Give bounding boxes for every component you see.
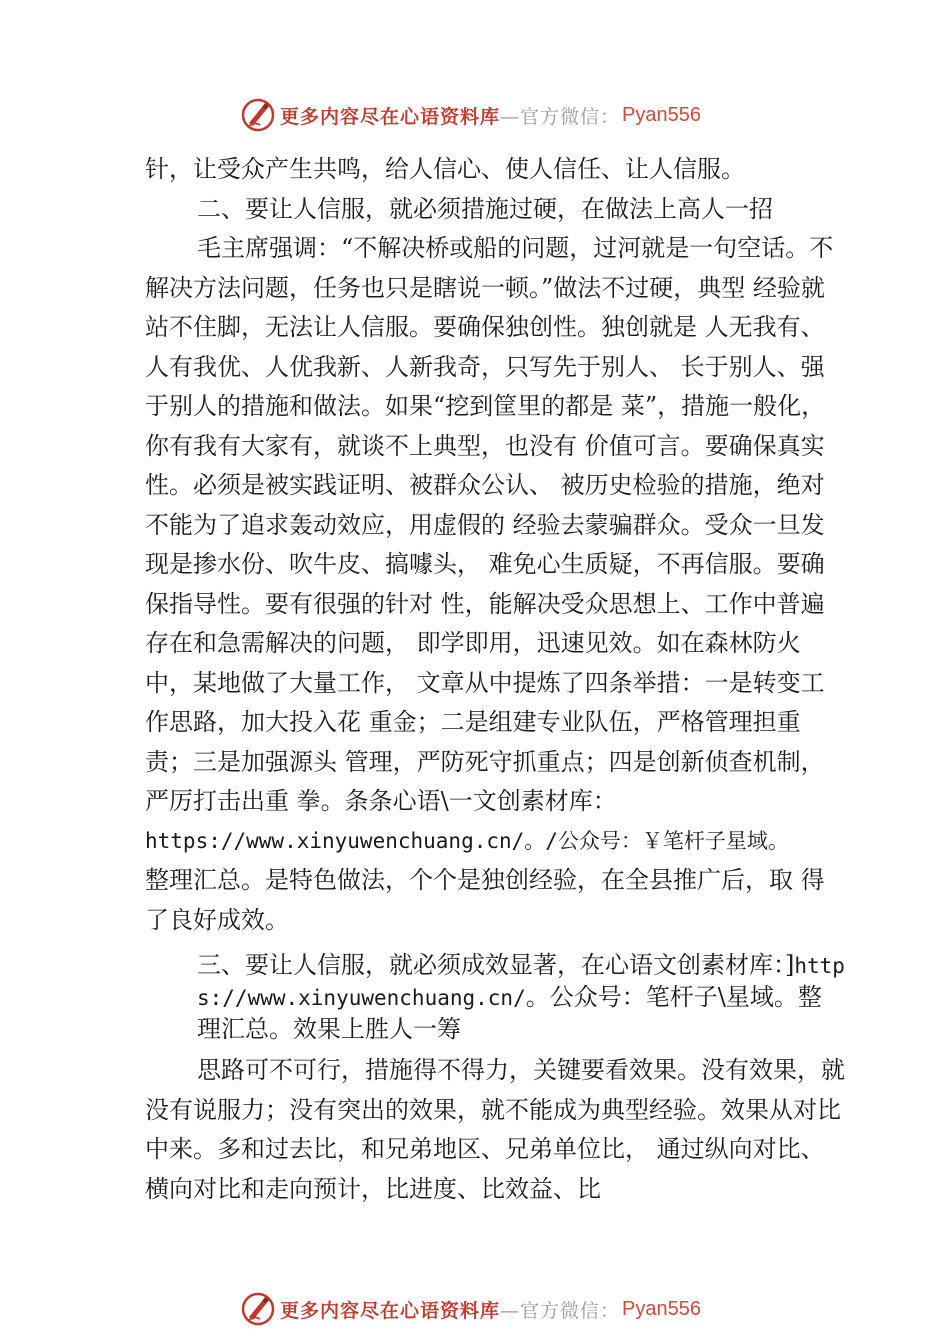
footer-wechat-id: Pyan556 bbox=[622, 1297, 701, 1320]
pen-logo-icon bbox=[240, 97, 276, 133]
pen-logo-icon bbox=[240, 1291, 276, 1327]
section-heading-3-part-b: 。公众号：笔杆子\星域。整理汇总。效果上胜人一筹 bbox=[197, 983, 822, 1043]
banner-wechat-id: Pyan556 bbox=[622, 103, 701, 126]
section-heading-2: 二、要让人信服，就必须措施过硬，在做法上高人一招 bbox=[197, 194, 773, 223]
paragraph-2: 毛主席强调：“不解决桥或船的问题，过河就是一句空话。不解决方法问题，任务也只是瞎说一顿。”做法不过硬，典型 经验就站不住脚，无法让人信服。要确保独创性。独创就是 人无我有、人有我优、人优我新、人新我奇，只写先于别人、 长于别人、强于别人的措施和做法。如果“挖到筐里的都是 菜”，措施一般化，你有我有大家有，就谈不上典型，也没有 价值可言。要确保真实性。必须是被实践证明、被群众公认、 被历史检验的措施，绝对不能为了追求轰动效应，用虚假的 经验去蒙骗群众。受众一旦发现是掺水份、吹牛皮、搞噱头， 难免心生质疑，不再信服。要确保指导性。要有很强的针对 性，能解决受众思想上、工作中普遍存在和急需解决的问题， 即学即用，迅速见效。如在森林防火中，某地做了大量工作， 文章从中提炼了四条举措：一是转变工作思路，加大投入花 重金；二是组建专业队伍，严格管理担重责；三是加强源头 管理，严防死守抓重点；四是创新侦查机制，严厉打击出重 拳。条条心语\一文创素材库： bbox=[145, 234, 834, 815]
paragraph-3: 思路可不可行，措施得不得力，关键要看效果。没有效果，就没有说服力；没有突出的效果，就不能成为典型经验。效果从对比中来。多和过去比，和兄弟地区、兄弟单位比， 通过纵向对比、横向对比和走向预计，比进度、比效益、比 bbox=[145, 1056, 845, 1203]
section-heading-3-part-a: 三、要让人信服，就必须成效显著，在心语文创素材库：] bbox=[197, 951, 795, 979]
banner-wechat-label: —官方微信： bbox=[500, 105, 621, 128]
header-banner bbox=[240, 95, 760, 135]
section-heading-3 bbox=[197, 950, 845, 1045]
document-body bbox=[145, 150, 845, 1209]
footer-wechat-label: —官方微信： bbox=[500, 1299, 621, 1322]
banner-title: 更多内容尽在心语资料库 bbox=[280, 105, 501, 128]
paragraph-1: 针，让受众产生共鸣，给人信心、使人信任、让人信服。 bbox=[145, 155, 745, 183]
url-line: https://www.xinyuwenchuang.cn/。/公众号：￥笔杆子星域。 bbox=[145, 828, 789, 853]
footer-banner bbox=[240, 1289, 760, 1329]
footer-title: 更多内容尽在心语资料库 bbox=[280, 1299, 501, 1322]
section-heading-3-url: https://www.xinyuwenchuang.cn/ bbox=[197, 954, 845, 1010]
paragraph-2-tail: 整理汇总。是特色做法，个个是独创经验，在全县推广后，取 得了良好成效。 bbox=[145, 866, 825, 934]
